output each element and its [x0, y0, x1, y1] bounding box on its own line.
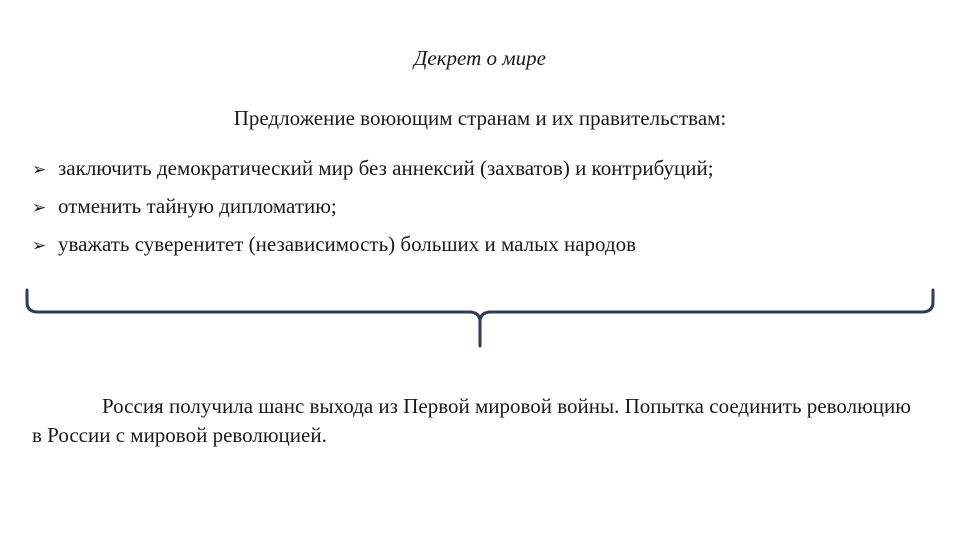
- list-item: [32, 188, 932, 226]
- list-item-text: отменить тайную дипломатию;: [58, 194, 337, 218]
- list-item-text: уважать суверенитет (независимость) больших и малых народов: [58, 232, 637, 256]
- arrow-bullet-icon: ➢: [32, 160, 47, 180]
- list-item-text: заключить демократический мир без аннексий (захватов) и контрибуций;: [58, 156, 714, 180]
- curly-brace-icon: [24, 288, 938, 350]
- conclusion-text: Россия получила шанс выхода из Первой мировой войны. Попытка соединить революцию в России с мировой революцией.: [32, 394, 911, 447]
- intro-text: Предложение воюющим странам и их правительствам:: [233, 106, 727, 130]
- arrow-bullet-icon: ➢: [32, 236, 47, 256]
- slide-title: Декрет о мире: [414, 46, 546, 70]
- list-item: [32, 150, 932, 188]
- list-item: [32, 226, 932, 264]
- bullet-list: [32, 150, 932, 264]
- curly-brace-path: [27, 290, 933, 346]
- arrow-bullet-icon: ➢: [32, 198, 47, 218]
